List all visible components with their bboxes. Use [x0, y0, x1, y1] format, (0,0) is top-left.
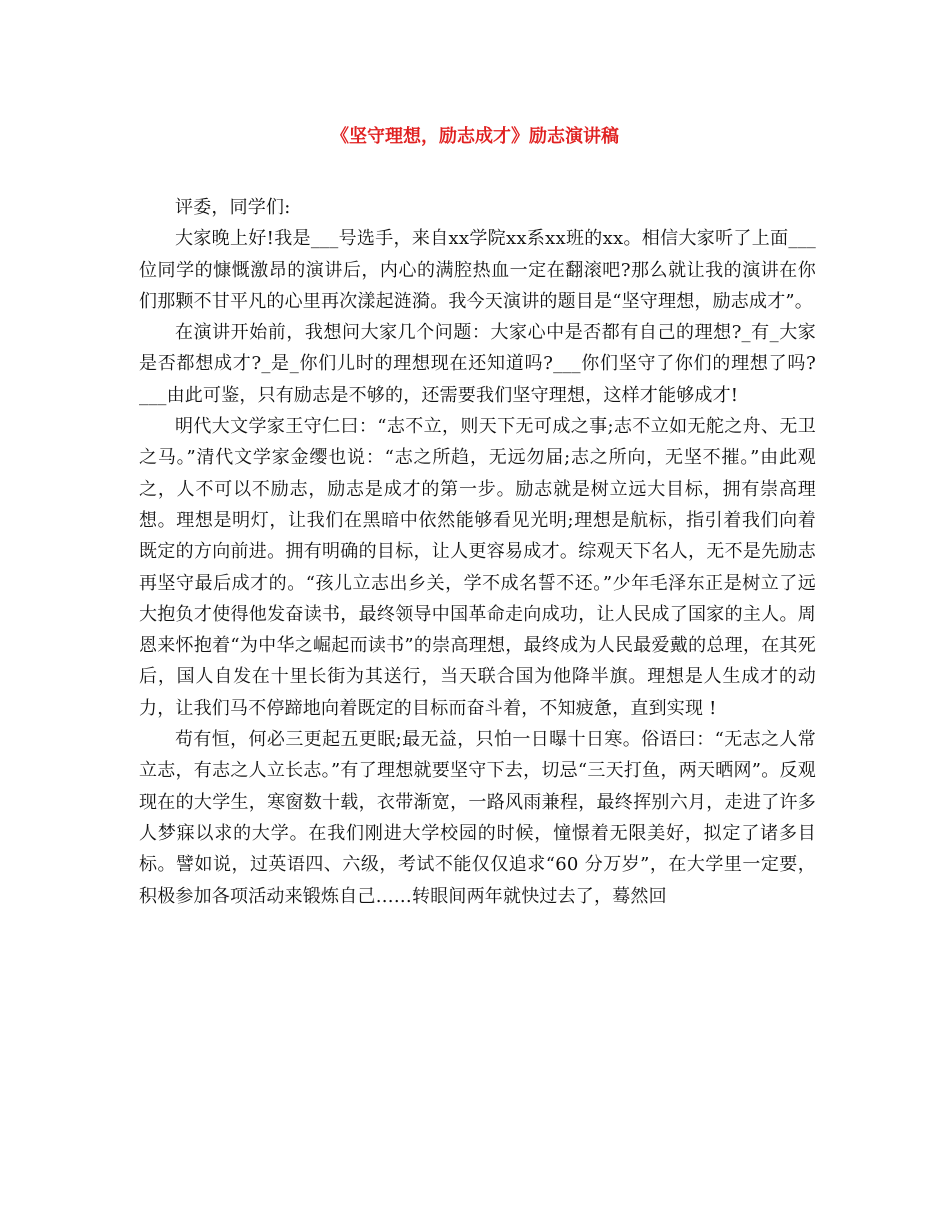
paragraph-greeting: 评委，同学们: [175, 197, 291, 218]
document-body [139, 192, 816, 912]
paragraph-quotes-and-examples: 明代大文学家王守仁曰：“志不立，则天下无可成之事;志不立如无舵之舟、无卫之马。”清代文学家金缨也说：“志之所趋，无远勿届;志之所向，无坚不摧。”由此观之，人不可以不励志，励志是成才的第一步。励志就是树立远大目标，拥有崇高理想。理想是明灯，让我们在黑暗中依然能够看见光明;理想是航标，指引着我们向着既定的方向前进。拥有明确的目标，让人更容易成才。综观天下名人，无不是先励志再坚守最后成才的。“孩儿立志出乡关，学不成名誓不还。”少年毛泽东正是树立了远大抱负才使得他发奋读书，最终领导中国革命走向成功，让人民成了国家的主人。周恩来怀抱着“为中华之崛起而读书”的崇高理想，最终成为人民最爱戴的总理，在其死后，国人自发在十里长街为其送行，当天联合国为他降半旗。理想是人生成才的动力，让我们马不停蹄地向着既定的目标而奋斗着，不知疲惫，直到实现 ! [139, 416, 816, 719]
paragraph-introduction: 大家晚上好!我是___号选手，来自xx学院xx系xx班的xx。相信大家听了上面___位同学的慷慨激昂的演讲后，内心的满腔热血一定在翻滚吧?那么就让我的演讲在你们那颗不甘平凡的心里再次漾起涟漪。我今天演讲的题目是“坚守理想，励志成才”。 [139, 228, 816, 312]
document-title: 《坚守理想，励志成才》励志演讲稿 [331, 126, 619, 147]
paragraph-questions: 在演讲开始前，我想问大家几个问题：大家心中是否都有自己的理想?_有_大家是否都想成才?_是_你们儿时的理想现在还知道吗?___你们坚守了你们的理想了吗?___由此可鉴，只有励志是不够的，还需要我们坚守理想，这样才能够成才! [139, 322, 816, 406]
paragraph-perseverance: 苟有恒，何必三更起五更眠;最无益，只怕一日曝十日寒。俗语曰：“无志之人常立志，有志之人立长志。”有了理想就要坚守下去，切忌“三天打鱼，两天晒网”。反观现在的大学生，寒窗数十载，衣带渐宽，一路风雨兼程，最终挥别六月，走进了许多人梦寐以求的大学。在我们刚进大学校园的时候，憧憬着无限美好，拟定了诸多目标。譬如说，过英语四、六级，考试不能仅仅追求“60 分万岁”，在大学里一定要，积极参加各项活动来锻炼自己……转眼间两年就快过去了，蓦然回 [139, 729, 816, 907]
